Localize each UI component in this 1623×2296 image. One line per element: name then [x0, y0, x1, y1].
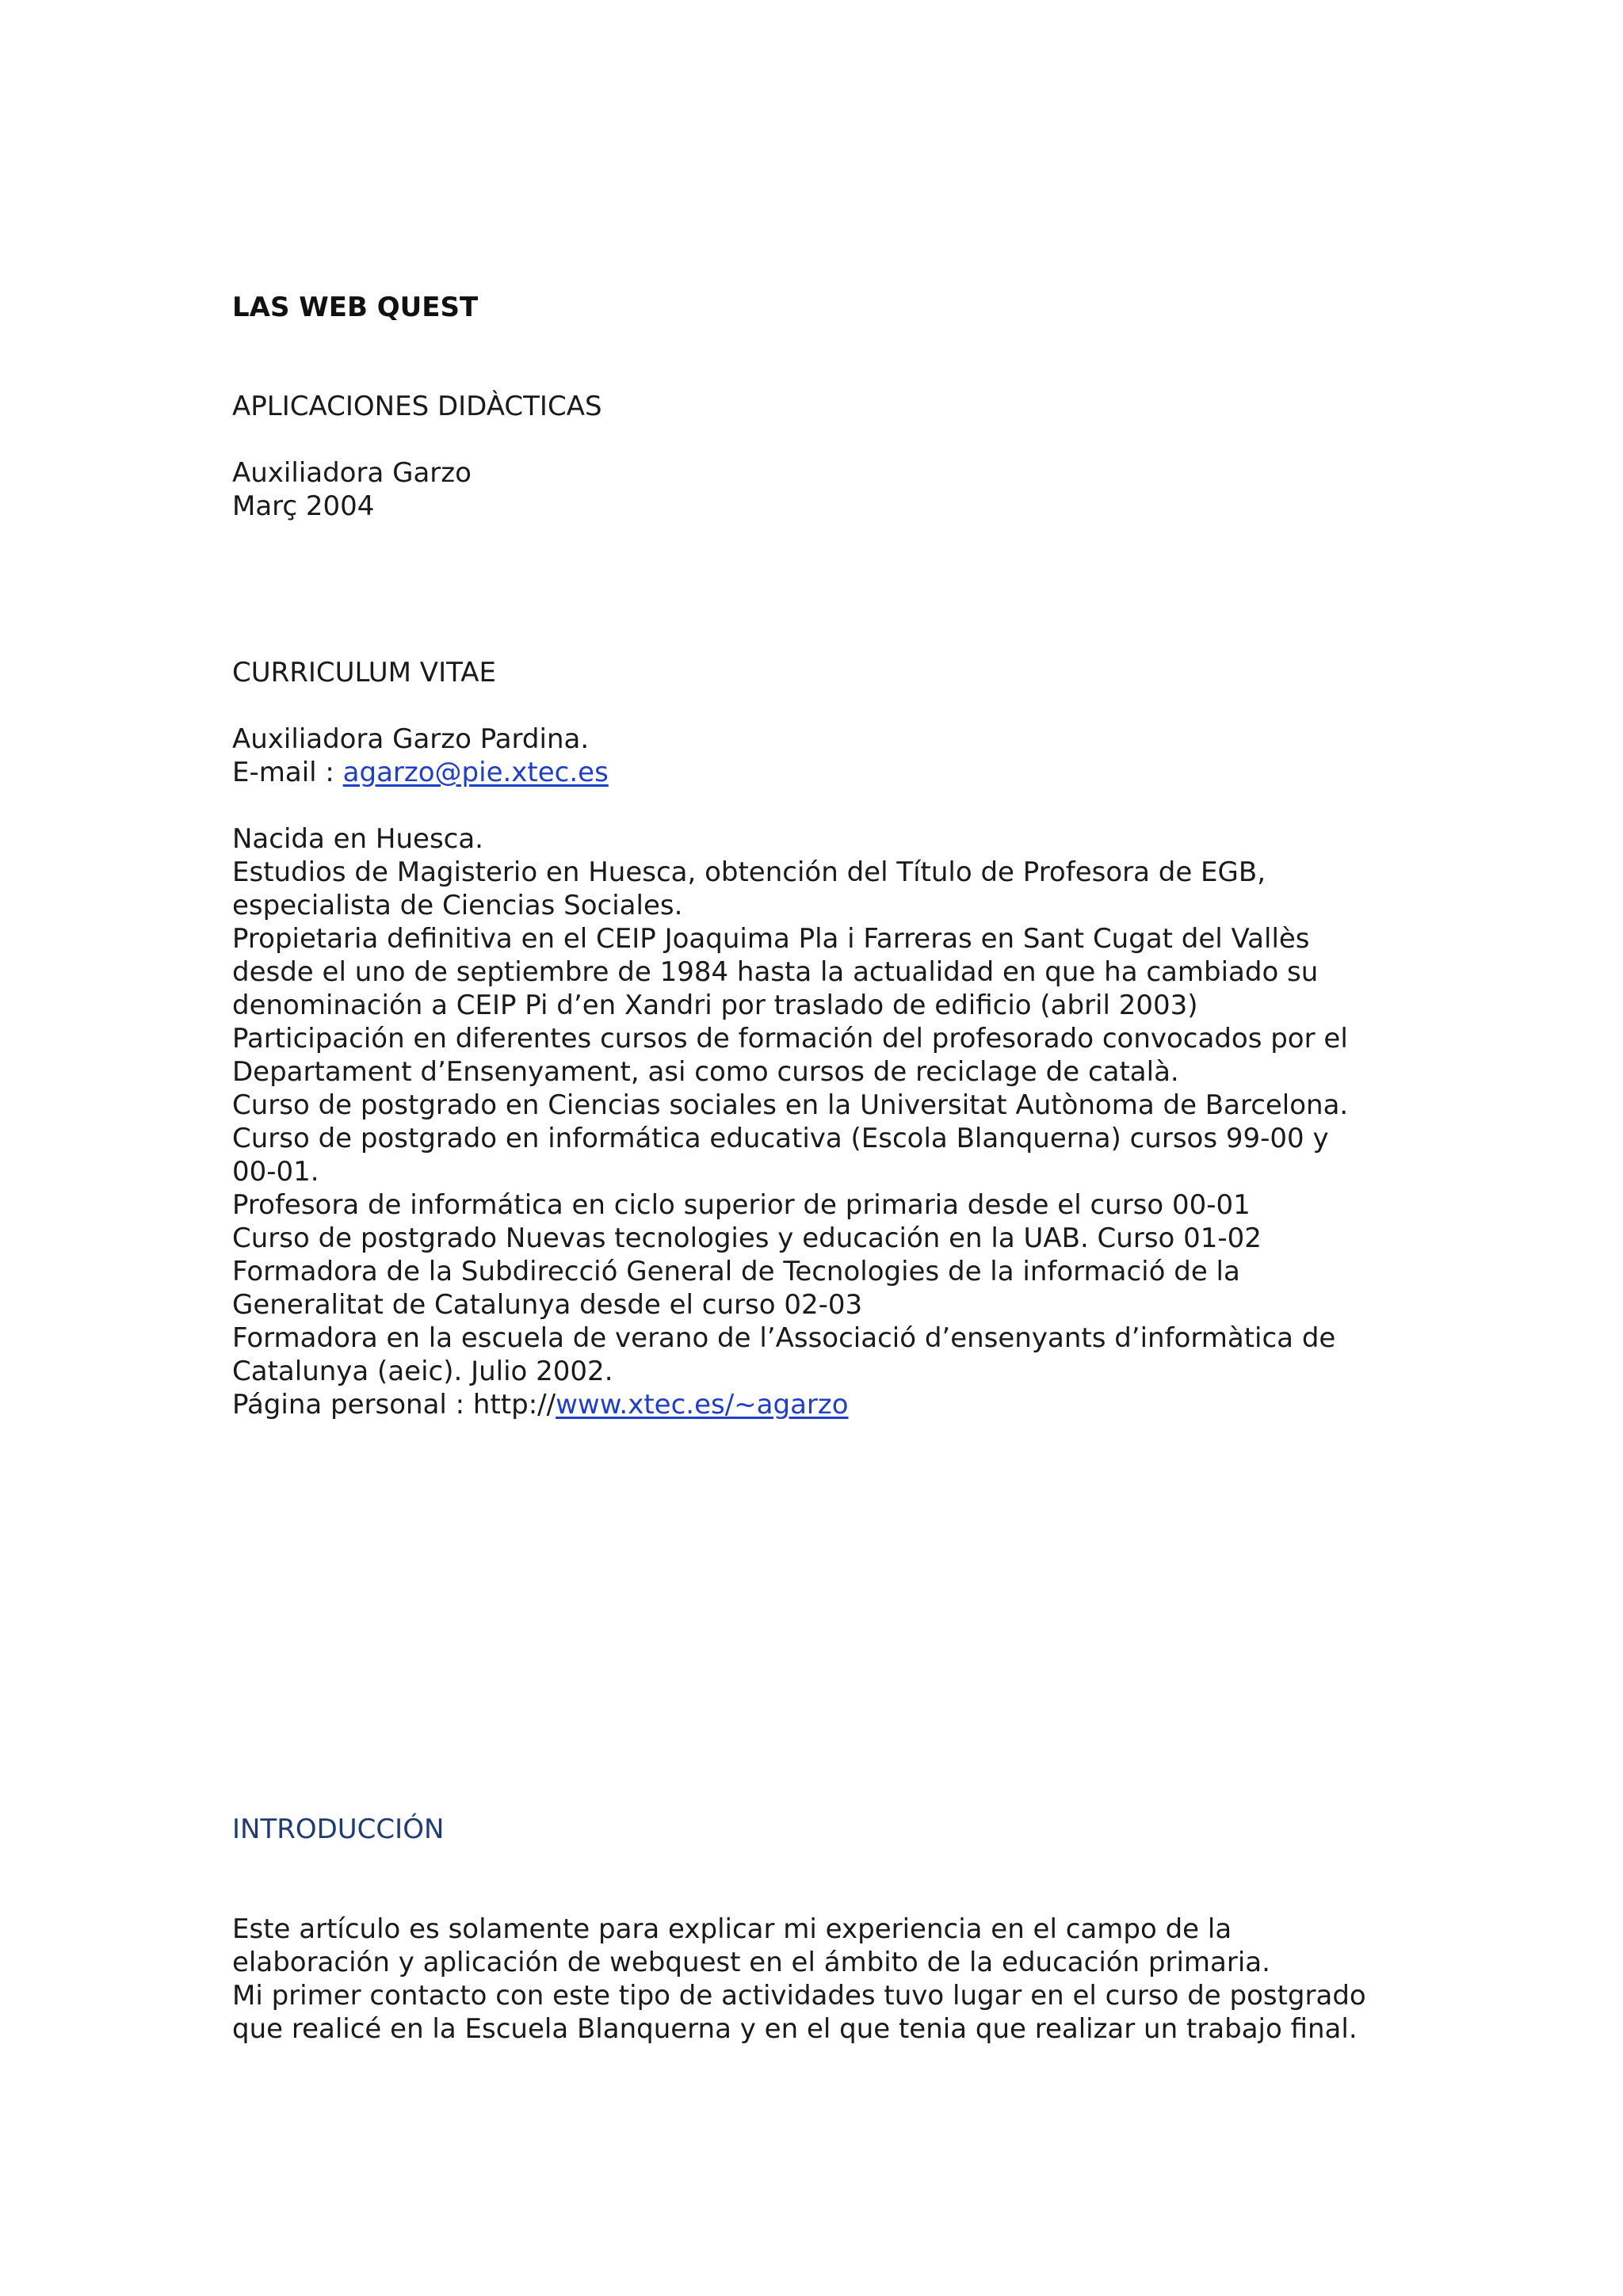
bio-line: Generalitat de Catalunya desde el curso 02-03 [232, 1289, 863, 1321]
email-label: E-mail : [232, 757, 343, 788]
bio-line: Curso de postgrado Nuevas tecnologies y educación en la UAB. Curso 01-02 [232, 1222, 1262, 1254]
cv-heading: CURRICULUM VITAE [232, 657, 496, 688]
bio-line: desde el uno de septiembre de 1984 hasta la actualidad en que ha cambiado su [232, 956, 1319, 988]
intro-heading: INTRODUCCIÓN [232, 1814, 445, 1845]
intro-line: Mi primer contacto con este tipo de actividades tuvo lugar en el curso de postgrado [232, 1980, 1366, 2012]
email-link[interactable]: agarzo@pie.xtec.es [342, 757, 609, 788]
document-title: LAS WEB QUEST [232, 292, 479, 323]
cv-full-name: Auxiliadora Garzo Pardina. [232, 723, 590, 755]
homepage-link[interactable]: www.xtec.es/~agarzo [556, 1389, 849, 1421]
bio-line: Propietaria definitiva en el CEIP Joaquima Pla i Farreras en Sant Cugat del Vallès [232, 923, 1310, 955]
bio-line: Estudios de Magisterio en Huesca, obtención del Título de Profesora de EGB, [232, 856, 1266, 888]
bio-line: Curso de postgrado en informática educativa (Escola Blanquerna) cursos 99-00 y [232, 1123, 1329, 1154]
intro-line: elaboración y aplicación de webquest en el ámbito de la educación primaria. [232, 1947, 1270, 1978]
bio-line: Formadora de la Subdirecció General de Tecnologies de la informació de la [232, 1256, 1240, 1287]
homepage-line [232, 1388, 1421, 1421]
bio-line: Participación en diferentes cursos de formación del profesorado convocados por el [232, 1023, 1348, 1055]
bio-line: Departament d’Ensenyament, asi como cursos de reciclage de català. [232, 1056, 1179, 1088]
bio-line: denominación a CEIP Pi d’en Xandri por traslado de edificio (abril 2003) [232, 990, 1198, 1021]
intro-line: que realicé en la Escuela Blanquerna y en el que tenia que realizar un trabajo final. [232, 2013, 1358, 2045]
document-subtitle: APLICACIONES DIDÀCTICAS [232, 391, 602, 422]
bio-line: Curso de postgrado en Ciencias sociales en la Universitat Autònoma de Barcelona. [232, 1089, 1349, 1121]
bio-line: Formadora en la escuela de verano de l’Associació d’ensenyants d’informàtica de [232, 1322, 1336, 1354]
bio-line: 00-01. [232, 1156, 319, 1188]
author-name: Auxiliadora Garzo [232, 457, 472, 489]
document-body [232, 291, 1421, 2046]
bio-line: Nacida en Huesca. [232, 823, 483, 855]
document-date: Març 2004 [232, 490, 375, 522]
intro-line: Este artículo es solamente para explicar mi experiencia en el campo de la [232, 1913, 1232, 1945]
bio-line: Profesora de informática en ciclo superior de primaria desde el curso 00-01 [232, 1189, 1251, 1221]
cv-contact [232, 723, 1421, 789]
bio-line: Catalunya (aeic). Julio 2002. [232, 1356, 613, 1387]
cv-bio [232, 822, 1421, 1421]
intro-paragraph [232, 1913, 1421, 2046]
bio-line: especialista de Ciencias Sociales. [232, 890, 683, 921]
author-block [232, 456, 1421, 523]
cv-email-line [232, 756, 1421, 789]
homepage-label: Página personal : http:// [232, 1389, 556, 1421]
